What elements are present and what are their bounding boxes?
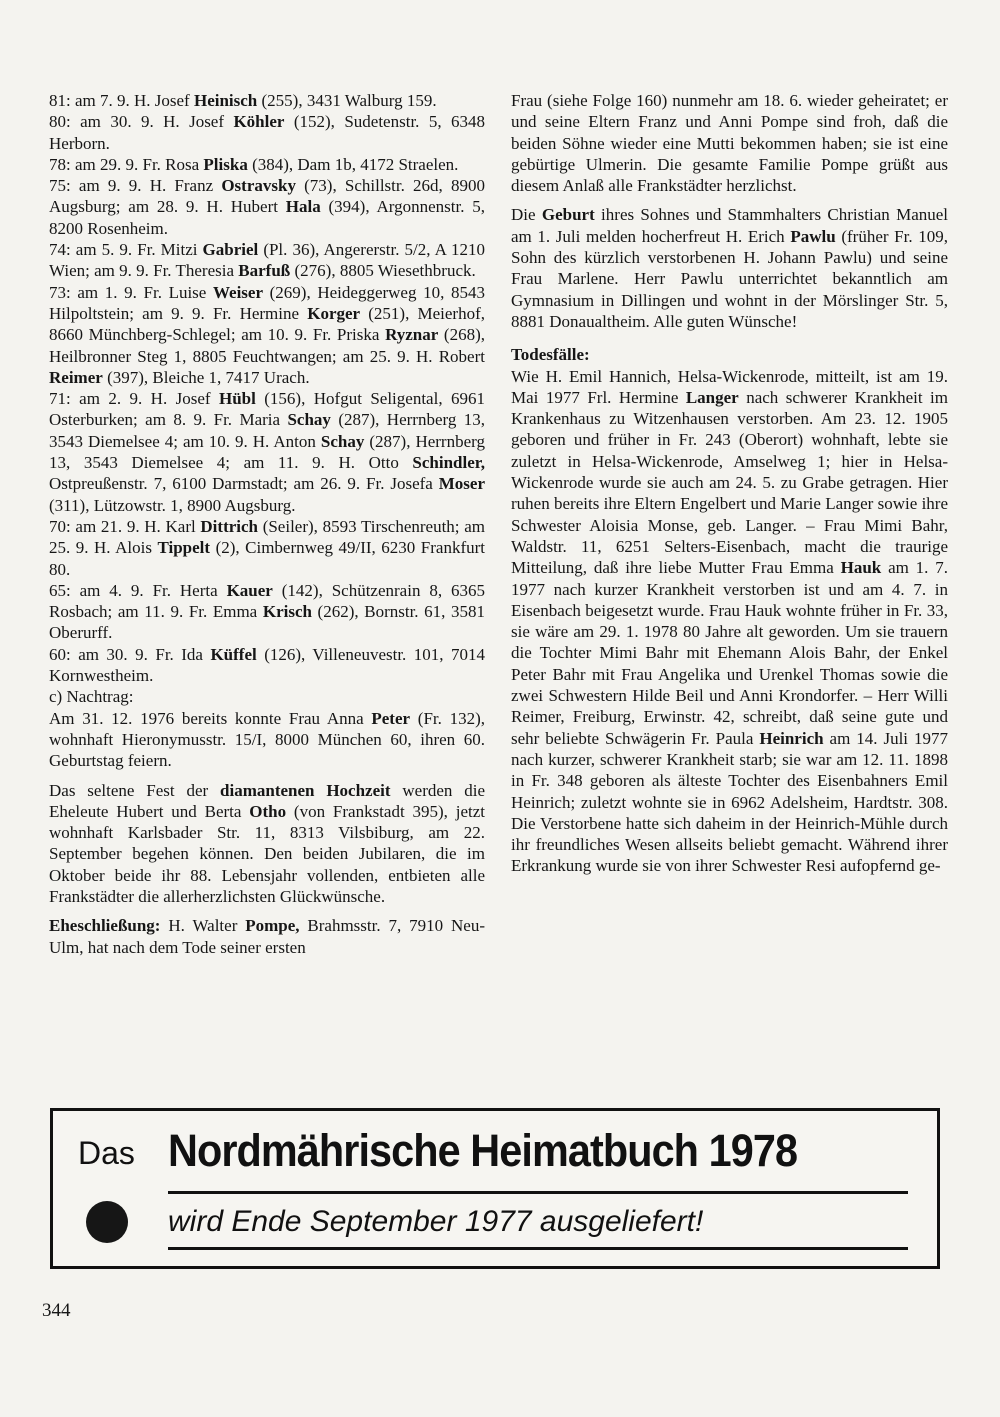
deaths-heading: Todesfälle: (511, 345, 590, 365)
page-number: 344 (42, 1300, 71, 1321)
nachtrag-heading: c) Nachtrag: (49, 687, 134, 707)
birthday-entry-71: 71: am 2. 9. H. Josef Hübl (156), Hofgut Seligental, 6961 Osterburken; am 8. 9. Fr. Maria Schay (287), Herrnberg 13, 3543 Diemelsee 4; am 10. 9. H. Anton Schay (287), Herrnberg 13, 3543 Diemelsee 4; am 11. 9. H. Otto Schindler, Ostpreußenstr. 7, 6100 Darmstadt; am 26. 9. Fr. Josefa Moser (311), Lützowstr. 1, 8900 Augsburg. (49, 389, 485, 515)
birthday-entry-60: 60: am 30. 9. Fr. Ida Küffel (126), Villeneuvestr. 101, 7014 Kornwestheim. (49, 644, 485, 686)
ad-subtitle: wird Ende September 1977 ausgeliefert! (168, 1205, 704, 1238)
birth-paragraph: Die Geburt ihres Sohnes und Stammhalters Christian Manuel am 1. Juli melden hocherfreut H. Erich Pawlu (früher Fr. 109, Sohn des kürzlich verstorbenen H. Johann Pawlu) und seine Frau Marlene. Herr Pawlu unterrichtet bekanntlich am Gymnasium in Dillingen und wohnt in der Mörslinger Str. 5, 8881 Donaualtheim. Alle guten Wünsche! (511, 205, 949, 331)
marriage-paragraph-continued: Frau (siehe Folge 160) nunmehr am 18. 6. wieder geheiratet; er und seine Eltern Franz und Anni Pompe sind froh, daß die beiden Söhne wieder eine Mutti bekommen haben; sie ist eine gebürtige Ulmerin. Die gesamte Familie Pompe grüßt aus diesem Anlaß alle Frankstädter herzlichst. (511, 91, 948, 196)
deaths-paragraph: Wie H. Emil Hannich, Helsa-Wickenrode, mitteilt, ist am 19. Mai 1977 Frl. Hermine Langer nach schwerer Krankheit im Krankenhaus zu Witzenhausen verstorben. Am 23. 12. 1905 geboren und früher in Fr. 243 (Oberort) wohnhaft, lebte sie zuletzt in Helsa-Wickenrode, Amselweg 1; hier in Helsa-Wickenrode wurde sie auch am 24. 5. zu Grabe getragen. Hier ruhen bereits ihre Eltern Engelbert und Marie Langer sowie ihre Schwester Aloisia Monse, geb. Langer. – Frau Mimi Bahr, Waldstr. 11, 6251 Selters-Eisenbach, macht die traurige Mitteilung, daß ihre liebe Mutter Frau Emma Hauk am 1. 7. 1977 nach kurzer Krankheit verstorben ist und am 4. 7. in Eisenbach beigesetzt wurde. Frau Hauk wohnte früher in Fr. 33, sie wäre am 29. 1. 1978 80 Jahre alt geworden. Um sie trauern die Tochter Mimi Bahr mit Ehemann Alois Bahr, der Enkel Peter Bahr mit Frau Angelika und Urenkel Thomas sowie die zwei Schwestern Hilde Beil und Anni Krondorfer. – Herr Willi Reimer, Freiburg, Erwinstr. 42, schreibt, daß seine gute und sehr beliebte Schwägerin Fr. Paula Heinrich am 14. Juli 1977 nach kurzer, schwerer Krankheit starb; sie war am 12. 11. 1898 in Fr. 348 geboren als älteste Tochter des Eisenbahners Emil Heinrich; zuletzt wohnte sie in 6962 Adelsheim, Hardtstr. 308. Die Verstorbene hatte sich daheim in der Heinrich-Mühle durch ihr freundliches Wesen allseits beliebt gemacht. Während ihrer Erkrankung wurde sie von ihrer Schwester Resi aufopfernd ge- (511, 366, 948, 876)
birthday-entry-78: 78: am 29. 9. Fr. Rosa Pliska (384), Dam 1b, 4172 Straelen. (49, 154, 459, 174)
ad-prefix: Das (78, 1135, 135, 1171)
right-column (511, 90, 948, 877)
birthday-entry-75: 75: am 9. 9. H. Franz Ostravsky (73), Schillstr. 26d, 8900 Augsburg; am 28. 9. H. Hubert Hala (394), Argonnenstr. 5, 8200 Rosenheim. (49, 176, 485, 238)
birthday-entry-74: 74: am 5. 9. Fr. Mitzi Gabriel (Pl. 36), Angererstr. 5/2, A 1210 Wien; am 9. 9. Fr. Theresia Barfuß (276), 8805 Wiesethbruck. (49, 240, 485, 281)
nachtrag-entry: Am 31. 12. 1976 bereits konnte Frau Anna Peter (Fr. 132), wohnhaft Hieronymusstr. 15/I, 8000 München 60, ihren 60. Geburtstag feiern. (49, 708, 485, 771)
birthday-entry-73: 73: am 1. 9. Fr. Luise Weiser (269), Heideggerweg 10, 8543 Hilpoltstein; am 9. 9. Fr. Hermine Korger (251), Meierhof, 8660 Münchberg-Schlegel; am 10. 9. Fr. Priska Ryznar (268), Heilbronner Steg 1, 8805 Feuchtwangen; am 25. 9. H. Robert Reimer (397), Bleiche 1, 7417 Urach. (49, 282, 485, 387)
ad-title: Nordmährische Heimatbuch 1978 (168, 1125, 798, 1176)
marriage-paragraph: Eheschließung: H. Walter Pompe, Brahmsstr. 7, 7910 Neu-Ulm, hat nach dem Tode seiner ersten (49, 916, 485, 957)
ad-rule-top (168, 1191, 908, 1194)
ad-rule-bottom (168, 1247, 908, 1250)
ad-bullet-dot-icon (86, 1201, 128, 1243)
diamond-wedding-paragraph: Das seltene Fest der diamantenen Hochzeit werden die Eheleute Hubert und Berta Otho (von Frankstadt 395), jetzt wohnhaft Karlsbader Str. 11, 8313 Vilsbiburg, am 22. September begehen können. Den beiden Jubilaren, die im Oktober beide ihr 88. Lebensjahr vollenden, entbieten alle Frankstädter die allerherzlichsten Glückwünsche. (49, 780, 485, 906)
heimatbuch-advertisement (50, 1108, 940, 1269)
birthday-entry-65: 65: am 4. 9. Fr. Herta Kauer (142), Schützenrain 8, 6365 Rosbach; am 11. 9. Fr. Emma Krisch (262), Bornstr. 61, 3581 Oberurff. (49, 580, 485, 643)
birthday-entry-81: 81: am 7. 9. H. Josef Heinisch (255), 3431 Walburg 159. (49, 91, 437, 110)
left-column (49, 90, 485, 958)
birthday-entry-80: 80: am 30. 9. H. Josef Köhler (152), Sudetenstr. 5, 6348 Herborn. (49, 112, 485, 153)
birthday-entry-70: 70: am 21. 9. H. Karl Dittrich (Seiler), 8593 Tirschenreuth; am 25. 9. H. Alois Tippelt (2), Cimbernweg 49/II, 6230 Frankfurt 80. (49, 516, 485, 579)
